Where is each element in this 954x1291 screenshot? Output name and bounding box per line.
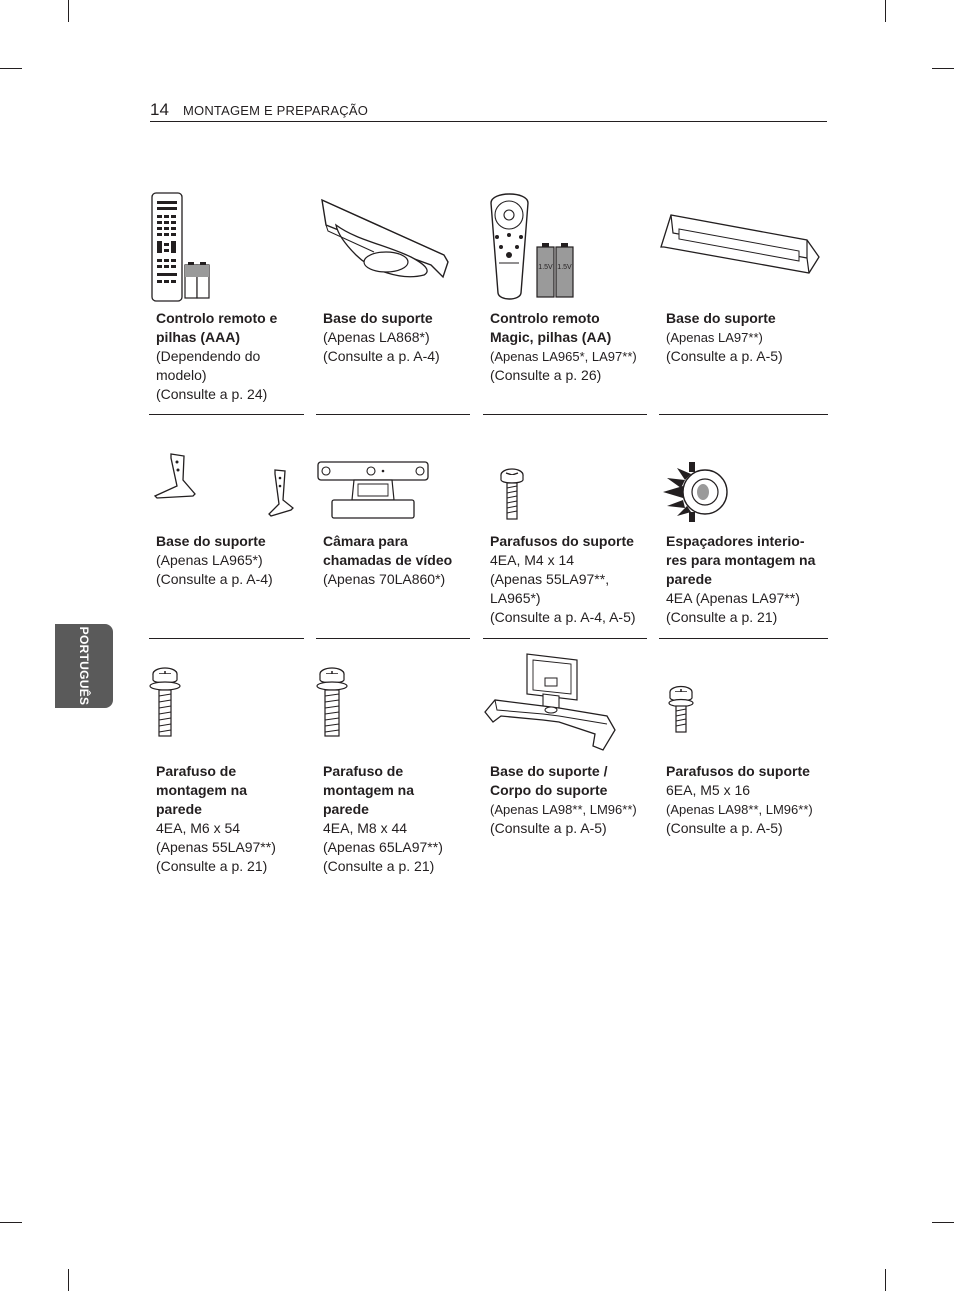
caption-line: (Apenas LA98**, LM96**) bbox=[490, 802, 637, 817]
accessory-item bbox=[149, 650, 305, 880]
caption-line: (Consulte a p. A-5) bbox=[666, 348, 783, 364]
stand-screw-m5-icon bbox=[659, 650, 809, 760]
caption-line: (Consulte a p. A-5) bbox=[490, 820, 607, 836]
item-caption bbox=[666, 309, 783, 366]
magic-remote-batteries-aa-icon bbox=[483, 185, 633, 305]
caption-line: Controlo remoto e bbox=[156, 310, 278, 326]
caption-line: (Consulte a p. 21) bbox=[323, 858, 435, 874]
item-caption bbox=[666, 762, 813, 838]
wall-mount-spacer-icon bbox=[659, 448, 809, 523]
caption-line: parede bbox=[156, 801, 202, 817]
language-tab-label: PORTUGUÊS bbox=[77, 626, 91, 706]
caption-line: Controlo remoto bbox=[490, 310, 600, 326]
accessory-item bbox=[316, 448, 472, 638]
item-caption bbox=[490, 309, 637, 385]
crop-mark bbox=[885, 1269, 886, 1291]
item-divider bbox=[149, 638, 304, 639]
accessory-item bbox=[149, 185, 305, 415]
caption-line: Magic, pilhas (AA) bbox=[490, 329, 612, 345]
wall-mount-screw-m6-icon bbox=[149, 650, 299, 760]
item-divider bbox=[483, 638, 647, 639]
caption-line: 4EA, M4 x 14 bbox=[490, 552, 575, 568]
caption-line: 6EA, M5 x 16 bbox=[666, 782, 751, 798]
caption-line: Base do suporte bbox=[156, 533, 266, 549]
stand-legs-la965-icon bbox=[149, 448, 299, 523]
accessory-item bbox=[316, 185, 472, 415]
caption-line: (Apenas LA965*, LA97**) bbox=[490, 349, 637, 364]
caption-line: 4EA, M6 x 54 bbox=[156, 820, 241, 836]
stand-screw-m4-icon bbox=[483, 448, 633, 523]
caption-line: (Consulte a p. 21) bbox=[666, 609, 778, 625]
caption-line: (Apenas 70LA860*) bbox=[323, 571, 446, 587]
accessory-item bbox=[659, 185, 829, 415]
item-caption bbox=[323, 762, 443, 876]
header-divider bbox=[150, 121, 827, 122]
battery-label: 1.5V bbox=[557, 264, 572, 271]
caption-line: Câmara para bbox=[323, 533, 408, 549]
accessory-item bbox=[149, 448, 305, 638]
item-divider bbox=[149, 414, 304, 415]
caption-line: LA965*) bbox=[490, 590, 541, 606]
caption-line: res para montagem na bbox=[666, 552, 816, 568]
caption-line: (Dependendo do bbox=[156, 348, 261, 364]
caption-line: (Apenas 55LA97**, bbox=[490, 571, 610, 587]
caption-line: (Consulte a p. 21) bbox=[156, 858, 268, 874]
caption-line: (Consulte a p. A-4) bbox=[323, 348, 440, 364]
accessory-item bbox=[483, 650, 648, 880]
section-title: MONTAGEM E PREPARAÇÃO bbox=[183, 103, 369, 118]
caption-line: Parafuso de bbox=[156, 763, 237, 779]
accessory-item bbox=[483, 185, 648, 415]
caption-line: (Apenas LA98**, LM96**) bbox=[666, 802, 813, 817]
caption-line: (Consulte a p. 26) bbox=[490, 367, 602, 383]
wall-mount-screw-m8-icon bbox=[316, 650, 466, 760]
crop-mark bbox=[885, 0, 886, 22]
remote-control-batteries-aaa-icon bbox=[149, 185, 299, 305]
stand-base-body-icon bbox=[483, 650, 633, 760]
caption-line: 4EA (Apenas LA97**) bbox=[666, 590, 800, 606]
item-divider bbox=[483, 414, 647, 415]
accessory-item bbox=[659, 448, 829, 638]
caption-line: Espaçadores interio- bbox=[666, 533, 805, 549]
caption-line: (Consulte a p. A-4) bbox=[156, 571, 273, 587]
item-divider bbox=[316, 638, 470, 639]
caption-line: pilhas (AAA) bbox=[156, 329, 240, 345]
page-number: 14 bbox=[150, 100, 169, 119]
caption-line: Base do suporte bbox=[666, 310, 776, 326]
item-divider bbox=[316, 414, 470, 415]
item-caption bbox=[323, 309, 440, 366]
caption-line: (Consulte a p. 24) bbox=[156, 386, 268, 402]
crop-mark bbox=[0, 1222, 22, 1223]
caption-line: montagem na bbox=[156, 782, 248, 798]
item-caption bbox=[156, 762, 276, 876]
video-call-camera-icon bbox=[316, 448, 466, 523]
stand-base-la868-icon bbox=[316, 185, 466, 305]
caption-line: modelo) bbox=[156, 367, 207, 383]
caption-line: (Consulte a p. A-4, A-5) bbox=[490, 609, 636, 625]
caption-line: Corpo do suporte bbox=[490, 782, 608, 798]
caption-line: Parafusos do suporte bbox=[666, 763, 810, 779]
caption-line: (Consulte a p. A-5) bbox=[666, 820, 783, 836]
caption-line: (Apenas 65LA97**) bbox=[323, 839, 443, 855]
accessory-item bbox=[483, 448, 648, 638]
caption-line: (Apenas LA965*) bbox=[156, 552, 263, 568]
item-caption bbox=[490, 762, 637, 838]
caption-line: 4EA, M8 x 44 bbox=[323, 820, 408, 836]
crop-mark bbox=[0, 68, 22, 69]
item-caption bbox=[666, 532, 815, 627]
item-caption bbox=[323, 532, 452, 589]
caption-line: parede bbox=[323, 801, 369, 817]
item-divider bbox=[659, 638, 828, 639]
battery-label: 1.5V bbox=[538, 264, 553, 271]
stand-base-la97-icon bbox=[659, 185, 829, 305]
item-caption bbox=[490, 532, 636, 627]
caption-line: (Apenas LA868*) bbox=[323, 329, 430, 345]
item-caption bbox=[156, 309, 277, 404]
caption-line: Parafuso de bbox=[323, 763, 404, 779]
caption-line: montagem na bbox=[323, 782, 415, 798]
crop-mark bbox=[68, 0, 69, 22]
language-tab bbox=[55, 624, 113, 708]
caption-line: (Apenas 55LA97**) bbox=[156, 839, 276, 855]
accessory-item bbox=[316, 650, 472, 880]
crop-mark bbox=[68, 1269, 69, 1291]
crop-mark bbox=[932, 1222, 954, 1223]
caption-line: chamadas de vídeo bbox=[323, 552, 453, 568]
caption-line: (Apenas LA97**) bbox=[666, 330, 763, 345]
accessory-item bbox=[659, 650, 829, 880]
crop-mark bbox=[932, 68, 954, 69]
item-divider bbox=[659, 414, 828, 415]
caption-line: Base do suporte bbox=[323, 310, 433, 326]
caption-line: parede bbox=[666, 571, 712, 587]
caption-line: Base do suporte / bbox=[490, 763, 608, 779]
item-caption bbox=[156, 532, 273, 589]
caption-line: Parafusos do suporte bbox=[490, 533, 634, 549]
